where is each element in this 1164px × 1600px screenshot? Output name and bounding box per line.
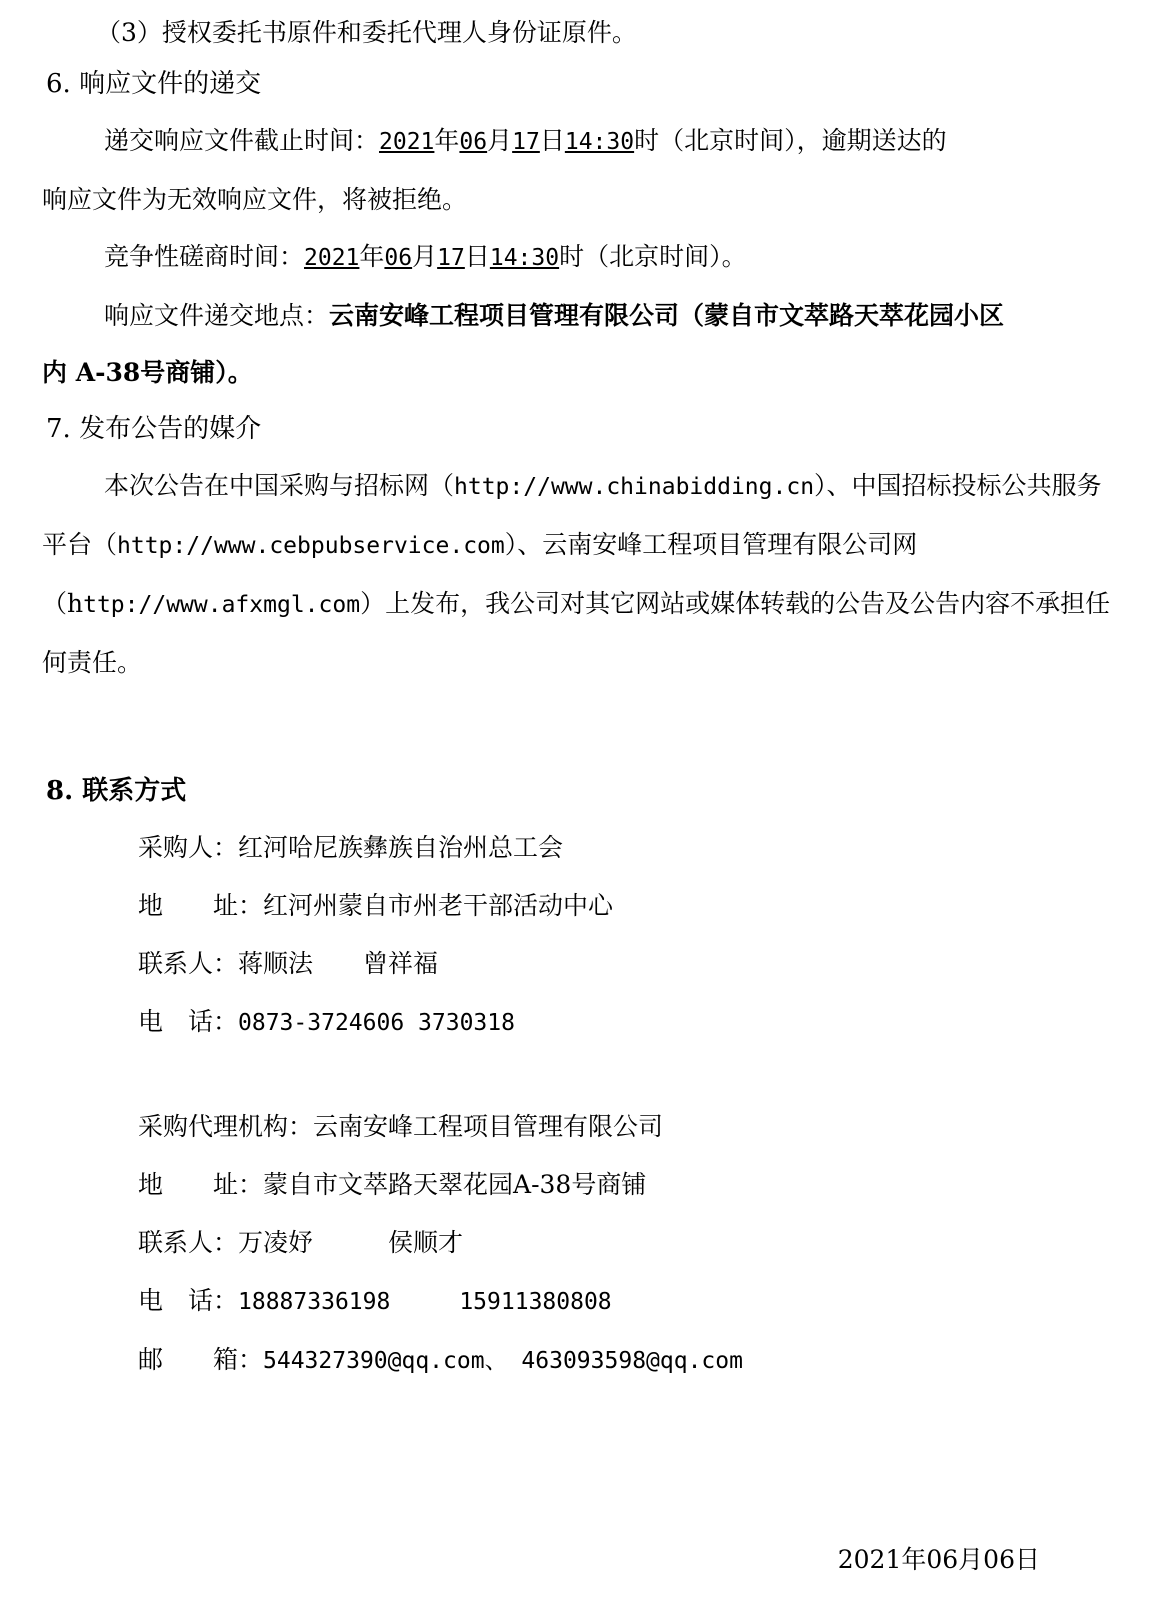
negotiation-month-unit: 月 xyxy=(412,242,438,271)
media-text-1: 本次公告在中国采购与招标网（ xyxy=(104,471,455,500)
negotiation-year-unit: 年 xyxy=(359,242,385,271)
negotiation-time: 14:30 xyxy=(489,245,560,271)
agency-email-label: 邮 箱： xyxy=(138,1345,264,1374)
agency-address-line xyxy=(138,1156,1122,1214)
deadline-day-unit: 日 xyxy=(539,126,565,155)
agency-email-value: 544327390@qq.com、 463093598@qq.com xyxy=(263,1348,743,1374)
section-8-heading: 8. 联系方式 xyxy=(46,776,187,806)
contact-block-spacer xyxy=(42,1052,1122,1098)
media-url-afxmgl: ttp://www.afxmgl.com xyxy=(83,592,361,618)
media-text-6: 担任何责任。 xyxy=(42,589,1111,677)
purchaser-address-label: 地 址： xyxy=(138,891,264,920)
deadline-day: 17 xyxy=(512,129,540,155)
purchaser-phone-line xyxy=(138,993,1122,1052)
agency-address-value: 蒙自市文萃路天翠花园A-38号商铺 xyxy=(263,1170,647,1199)
negotiation-time-paragraph xyxy=(42,228,1122,287)
submission-place-line2: 内 A-38号商铺）。 xyxy=(42,358,253,387)
purchaser-phone-label: 电 话： xyxy=(138,1007,239,1036)
purchaser-name-label: 采购人： xyxy=(138,833,239,862)
agency-name-line xyxy=(138,1098,1122,1156)
agency-contact-person-label: 联系人： xyxy=(138,1228,239,1257)
negotiation-year: 2021 xyxy=(304,245,360,271)
media-text-5: ）上发布，我公司对其它网站或媒体转载的公告及公告内容不承 xyxy=(360,589,1061,618)
place-prefix: 响应文件递交地点： xyxy=(104,301,330,330)
agency-phone-label: 电 话： xyxy=(138,1286,239,1315)
agency-name-value: 云南安峰工程项目管理有限公司 xyxy=(313,1112,664,1141)
deadline-month-unit: 月 xyxy=(487,126,513,155)
purchaser-contact-block xyxy=(42,819,1122,1052)
purchaser-contact-person-line xyxy=(138,935,1122,993)
deadline-time: 14:30 xyxy=(564,129,635,155)
section-6-heading: 6. 响应文件的递交 xyxy=(46,69,262,99)
agency-email-line xyxy=(138,1331,1122,1390)
purchaser-address-value: 红河州蒙自市州老干部活动中心 xyxy=(263,891,614,920)
submission-deadline-paragraph xyxy=(42,112,1122,171)
deadline-year-unit: 年 xyxy=(434,126,460,155)
media-url-chinabidding: http://www.chinabidding.cn xyxy=(454,474,815,500)
negotiation-suffix: 时（北京时间）。 xyxy=(559,242,747,271)
purchaser-contact-person-value: 蒋顺法 曾祥福 xyxy=(238,949,439,978)
submission-place-paragraph xyxy=(42,287,1122,344)
clause-item-3: （3）授权委托书原件和委托代理人身份证原件。 xyxy=(96,18,637,47)
submission-deadline-line2: 响应文件为无效响应文件，将被拒绝。 xyxy=(42,185,468,214)
purchaser-name-value: 红河哈尼族彝族自治州总工会 xyxy=(238,833,564,862)
agency-name-label: 采购代理机构： xyxy=(138,1112,314,1141)
agency-contact-block xyxy=(42,1098,1122,1390)
deadline-prefix: 递交响应文件截止时间： xyxy=(104,126,380,155)
negotiation-day-unit: 日 xyxy=(464,242,490,271)
negotiation-prefix: 竞争性磋商时间： xyxy=(104,242,305,271)
negotiation-month: 06 xyxy=(384,245,413,271)
agency-phone-value: 18887336198 15911380808 xyxy=(238,1289,612,1315)
place-value: 云南安峰工程项目管理有限公司（蒙自市文萃路天萃花园小区 xyxy=(329,301,1005,330)
negotiation-day: 17 xyxy=(437,245,465,271)
purchaser-contact-person-label: 联系人： xyxy=(138,949,239,978)
purchaser-phone-value: 0873-3724606 3730318 xyxy=(238,1010,515,1036)
agency-contact-person-value: 万凌妤 侯顺才 xyxy=(238,1228,464,1257)
media-text-2: ）、中国招标投标公 xyxy=(814,471,1027,500)
section-spacer xyxy=(42,691,1122,763)
deadline-month: 06 xyxy=(459,129,488,155)
section-7-heading: 7. 发布公告的媒介 xyxy=(46,414,262,444)
purchaser-name-line xyxy=(138,819,1122,877)
media-text-3: 共服务平台（ xyxy=(42,471,1102,559)
deadline-suffix: 时（北京时间），逾期送达的 xyxy=(634,126,947,155)
deadline-year: 2021 xyxy=(379,129,435,155)
agency-phone-line xyxy=(138,1272,1122,1331)
agency-contact-person-line xyxy=(138,1214,1122,1272)
purchaser-address-line xyxy=(138,877,1122,935)
media-url-cebpubservice: http://www.cebpubservice.com xyxy=(117,533,505,559)
footer-date: 2021年06月06日 xyxy=(837,1545,1040,1574)
media-paragraph xyxy=(42,457,1122,691)
agency-address-label: 地 址： xyxy=(138,1170,264,1199)
media-text-4: ）、云南安峰工程项目管理有限公司网（h xyxy=(42,530,918,618)
